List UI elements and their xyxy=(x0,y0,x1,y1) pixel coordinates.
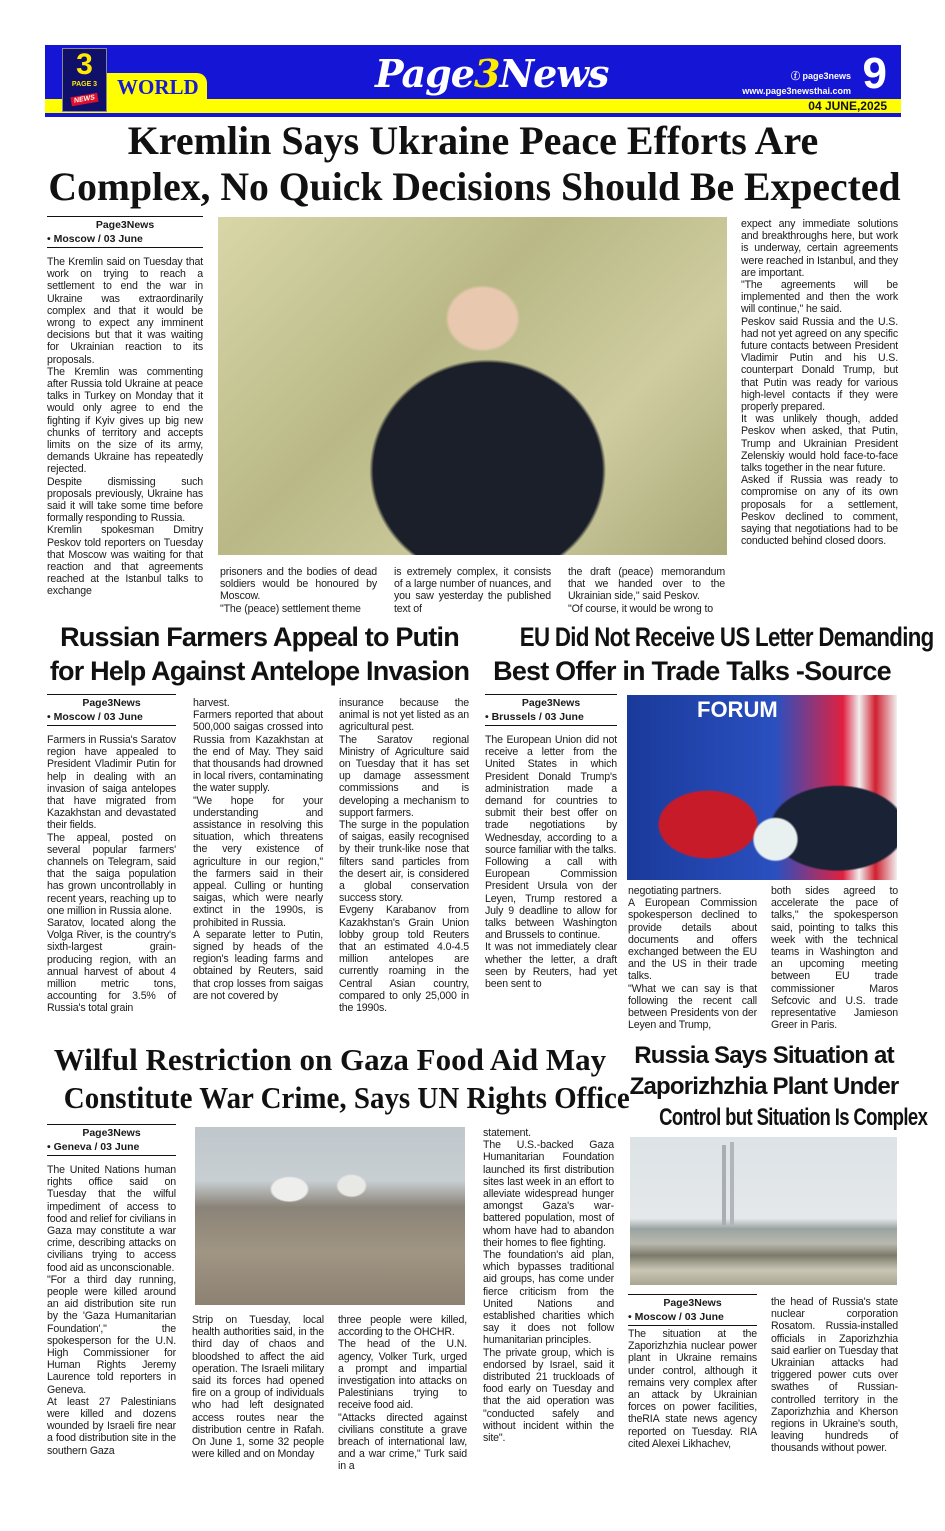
logo-badge: NEWS xyxy=(70,93,98,107)
headline-line: Zaporizhzhia Plant Under xyxy=(629,1073,899,1100)
paragraph: Asked if Russia was ready to compromise on any of its own proposals for a settlement, Peskov declined to comment, saying that negotiations had to be conducted behind closed doors. xyxy=(741,474,898,548)
byline xyxy=(47,216,203,248)
paragraph: Following a call with European Commission President Ursula von der Leyen, Trump restored a July 9 deadline to allow for talks between Washington and Brussels to continue. xyxy=(485,856,617,942)
page3-logo xyxy=(62,48,107,112)
paragraph: "We hope for your understanding and assistance in resolving this situation, which threatens the very existence of agriculture in our region," the farmers said in their appeal. Culling or hunting saigas, which were nearly extinct in the 1990s, is prohibited in Russia. xyxy=(193,794,323,929)
masthead-yellow-strip xyxy=(45,99,901,113)
headline-line: Russia Says Situation at xyxy=(634,1042,894,1069)
page-number: 9 xyxy=(862,49,887,98)
agency: Page3News xyxy=(95,219,155,231)
paragraph: A European Commission spokesperson declined to provide details about documents and offers exchanged between the EU and the US in their trade talks. xyxy=(628,897,757,983)
paragraph: Peskov said Russia and the U.S. had not yet agreed on any specific future contacts between President Vladimir Putin and his U.S. counterpart Donald Trump, but that Putin was ready for various high-level contacts if they were properly prepared. xyxy=(741,315,898,414)
agency: Page3News xyxy=(663,1297,722,1309)
gaza-column-3 xyxy=(338,1314,467,1473)
zaporizhzhia-column-1 xyxy=(628,1294,757,1450)
paragraph: The surge in the population of saigas, easily recognised by their trunk-like nose that filters sand particles from the desert air, is considered a global conservation success story. xyxy=(339,819,469,905)
paragraph: expect any immediate solutions and breakthroughs here, but work is underway, certain agreements were reached in Istanbul, and they are important. xyxy=(741,218,898,279)
byline xyxy=(485,694,617,726)
paragraph: statement. xyxy=(483,1127,531,1139)
paragraph: The appeal, posted on several popular farmers' channels on Telegram, said that the saiga population has grown uncontrollably in recent years, reaching up to one million in Russia alone. xyxy=(47,831,176,917)
paragraph: The Kremlin said on Tuesday that work on trying to reach a settlement to end the war in Ukraine was extraordinarily complex and that it would be wrong to expect any imminent decisions but that it was waiting for Ukrainian reaction to its proposals. xyxy=(47,256,203,366)
eu-headline xyxy=(483,620,934,688)
dateline: • Moscow / 03 June xyxy=(47,711,143,723)
paragraph: Strip on Tuesday, local health authorities said, in the third day of chaos and bloodshed to affect the aid operation. The Israeli military said its forces had opened fire on a group of individuals who had left designated access routes near the distribution centre in Rafah. On June 1, some 32 people were killed and on Monday xyxy=(192,1314,324,1461)
kremlin-column-2 xyxy=(220,566,377,615)
gaza-column-1 xyxy=(47,1124,176,1457)
brand-left: Page xyxy=(375,51,474,96)
paragraph: "What we can say is that following the recent call between Presidents von der Leyen and Trump, xyxy=(628,982,757,1032)
headline-line: Best Offer in Trade Talks -Source xyxy=(493,656,891,686)
zaporizhzhia-column-2 xyxy=(771,1296,898,1455)
paragraph: "For a third day running, people were killed around an aid distribution site run by the 'Gaza Humanitarian Foundation'," the spokesperson for the U.N. High Commissioner for Human Rights Jeremy Laurence told reporters in Geneva. xyxy=(47,1273,176,1396)
paragraph: The situation at the Zaporizhzhia nuclear power plant in Ukraine remains under control, although it remains very complex after an attack by Ukrainian forces on power facilities, theRIA state news agency reported on Tuesday. RIA cited Alexei Likhachev, xyxy=(628,1328,757,1450)
paragraph: the draft (peace) memorandum that we handed over to the Ukrainian side," said Peskov. xyxy=(568,566,725,603)
paragraph: "The agreements will be implemented and then the work will continue," he said. xyxy=(741,279,898,316)
chimney xyxy=(722,1145,726,1225)
paragraph: The European Union did not receive a letter from the United States in which President Donald Trump's administration made a demand for countries to submit their best offer on trade negotiations by Wednesday, according to a source familiar with the talks. xyxy=(485,734,617,856)
paragraph: Despite dismissing such proposals previously, Ukraine has said it will take some time before formally responding to Russia. xyxy=(47,475,203,525)
paragraph: "Of course, it would be wrong to xyxy=(568,602,713,615)
dateline: • Geneva / 03 June xyxy=(47,1141,140,1153)
paragraph: harvest. xyxy=(193,697,230,709)
headline-line: Control but Situation Is Complex xyxy=(659,1104,928,1131)
byline xyxy=(47,694,176,726)
paragraph: insurance because the animal is not yet listed as an agricultural pest. xyxy=(339,697,469,734)
facebook-handle[interactable] xyxy=(742,69,851,84)
byline xyxy=(47,1124,176,1156)
eu-column-2 xyxy=(628,885,757,1031)
paragraph: The Kremlin was commenting after Russia told Ukraine at peace talks in Turkey on Monday that it would only agree to end the fighting if Kyiv gives up big new chunks of territory and accepts limits on the size of its army, demands Ukraine has repeatedly rejected. xyxy=(47,365,203,476)
paragraph: The U.S.-backed Gaza Humanitarian Foundation launched its first distribution sites last week in an effort to alleviate widespread hunger amongst Gaza's war-battered population, most of whom have had to abandon their homes to flee fighting. xyxy=(483,1139,614,1249)
logo-text: PAGE 3 xyxy=(71,81,98,88)
nuclear-plant-photo xyxy=(630,1137,897,1285)
masthead xyxy=(45,45,901,117)
agency: Page3News xyxy=(521,697,581,709)
section-label: WORLD xyxy=(107,73,207,99)
headline-line: Constitute War Crime, Says UN Rights Office xyxy=(63,1080,630,1115)
byline xyxy=(628,1294,757,1326)
headline-line: Complex, No Quick Decisions Should Be Expected xyxy=(48,164,901,209)
headline-line: Wilful Restriction on Gaza Food Aid May xyxy=(53,1042,607,1077)
dateline: • Moscow / 03 June xyxy=(47,233,143,245)
kremlin-column-1 xyxy=(47,216,203,598)
eu-trump-photo xyxy=(627,695,897,880)
kremlin-column-5 xyxy=(741,218,898,547)
headline-line: Russian Farmers Appeal to Putin xyxy=(60,622,459,652)
masthead-bottom-rule xyxy=(45,113,901,117)
gaza-aid-photo xyxy=(195,1127,465,1305)
eu-column-1 xyxy=(485,694,617,990)
eu-column-3 xyxy=(771,885,898,1031)
zaporizhzhia-headline xyxy=(628,1040,928,1133)
paragraph: The private group, which is endorsed by Israel, said it distributed 21 truckloads of food early on Tuesday and that the aid operation was "conducted safely and without incident within the site". xyxy=(483,1346,614,1445)
paragraph: The foundation's aid plan, which bypasses traditional aid groups, has come under fierce criticism from the United Nations and established charities which say it does not follow humanitarian principles. xyxy=(483,1249,614,1347)
farmers-column-3 xyxy=(339,697,469,1014)
dateline: • Moscow / 03 June xyxy=(628,1311,724,1323)
paragraph: Farmers reported that about 500,000 saigas crossed into Russia from Kazakhstan at the end of May. They said that thousands had drowned in local rivers, contaminating the water supply. xyxy=(193,709,323,795)
paragraph: At least 27 Palestinians were killed and dozens wounded by Israeli fire near a food distribution site in the southern Gaza xyxy=(47,1395,176,1457)
paragraph: Evgeny Karabanov from Kazakhstan's Grain Union lobby group told Reuters that an estimated 4.0-4.5 million antelopes are currently roaming in the Central Asian country, compared to only 25,000 in the 1990s. xyxy=(339,904,469,1015)
farmers-headline xyxy=(47,620,472,688)
kremlin-headline xyxy=(45,118,901,210)
chimney xyxy=(730,1142,734,1225)
paragraph: is extremely complex, it consists of a large number of nuances, and you saw yesterday the published text of xyxy=(394,566,551,615)
paragraph: "The (peace) settlement theme xyxy=(220,602,361,615)
paragraph: Saratov, located along the Volga River, is the country's sixth-largest grain-producing region, with an annual harvest of about 4 million metric tons, accounting for 3.5% of Russia's total grain xyxy=(47,917,176,1015)
website-link[interactable]: www.page3newsthai.com xyxy=(742,86,851,96)
forum-sign: FORUM xyxy=(697,697,778,722)
facebook-icon: ⓕ xyxy=(790,71,803,81)
paragraph: Farmers in Russia's Saratov region have appealed to President Vladimir Putin for help in dealing with an invasion of saiga antelopes that have migrated from Kazakhstan and devastated their fields. xyxy=(47,734,176,832)
paragraph: both sides agreed to accelerate the pace of talks," the spokesperson said, pointing to talks this week with the technical teams in Washington and an upcoming meeting between EU trade commissioner Maros Sefcovic and U.S. trade representative Jamieson Greer in Paris. xyxy=(771,885,898,1032)
paragraph: A separate letter to Putin, signed by heads of the region's leading farms and obtained by Reuters, said that crop losses from saigas are not covered by xyxy=(193,928,323,1002)
paragraph: prisoners and the bodies of dead soldiers would be honoured by Moscow. xyxy=(220,566,377,603)
paragraph: the head of Russia's state nuclear corporation Rosatom. Russia-installed officials in Zaporizhzhia said earlier on Tuesday that Ukrainian attacks had triggered power cuts over swathes of Russian-controlled territory in the Zaporizhzhia and Kherson regions in Ukraine's south, leaving hundreds of thousands without power. xyxy=(771,1296,898,1455)
brand-number: 3 xyxy=(473,51,500,96)
headline-line: for Help Against Antelope Invasion xyxy=(49,656,470,686)
agency: Page3News xyxy=(82,1127,141,1139)
agency: Page3News xyxy=(82,697,141,709)
farmers-column-2 xyxy=(193,697,323,1002)
gaza-headline xyxy=(45,1041,630,1117)
headline-line: EU Did Not Receive US Letter Demanding xyxy=(519,622,934,652)
paragraph: It was not immediately clear whether the letter, a draft seen by Reuters, had yet been sent to xyxy=(485,941,617,991)
kremlin-column-3 xyxy=(394,566,551,615)
paragraph: The United Nations human rights office said on Tuesday that the wilful impediment of access to food and relief for civilians in Gaza may constitute a war crime, describing attacks on civilians trying to access food aid as unconscionable. xyxy=(47,1164,176,1274)
brand-title xyxy=(375,51,608,96)
dateline: • Brussels / 03 June xyxy=(485,711,584,723)
farmers-column-1 xyxy=(47,694,176,1015)
logo-number: 3 xyxy=(76,48,93,81)
social-block xyxy=(742,69,851,99)
paragraph: Kremlin spokesman Dmitry Peskov told reporters on Tuesday that Moscow was waiting for that reaction and that agreements reached at the Istanbul talks to exchange xyxy=(47,524,203,598)
paragraph: The head of the U.N. agency, Volker Turk, urged a prompt and impartial investigation into attacks on Palestinians trying to receive food aid. xyxy=(338,1338,467,1412)
paragraph: "Attacks directed against civilians constitute a grave breach of international law, and a war crime," Turk said in a xyxy=(338,1411,467,1473)
headline-line: Kremlin Says Ukraine Peace Efforts Are xyxy=(127,118,819,163)
paragraph: negotiating partners. xyxy=(628,885,722,897)
paragraph: The Saratov regional Ministry of Agriculture said on Tuesday that it has set up damage assessment commissions and is developing a mechanism to support farmers. xyxy=(339,733,469,819)
brand-right: News xyxy=(499,51,609,96)
gaza-column-2 xyxy=(192,1314,324,1460)
peskov-photo xyxy=(218,217,727,555)
gaza-column-4 xyxy=(483,1127,614,1444)
kremlin-column-4 xyxy=(568,566,725,615)
facebook-label: page3news xyxy=(802,71,851,81)
paragraph: It was unlikely though, added Peskov when asked, that Putin, Trump and Ukrainian President Zelenskiy would hold face-to-face talks together in the near future. xyxy=(741,413,898,475)
paragraph: three people were killed, according to the OHCHR. xyxy=(338,1314,467,1339)
issue-date: 04 JUNE,2025 xyxy=(808,99,887,113)
